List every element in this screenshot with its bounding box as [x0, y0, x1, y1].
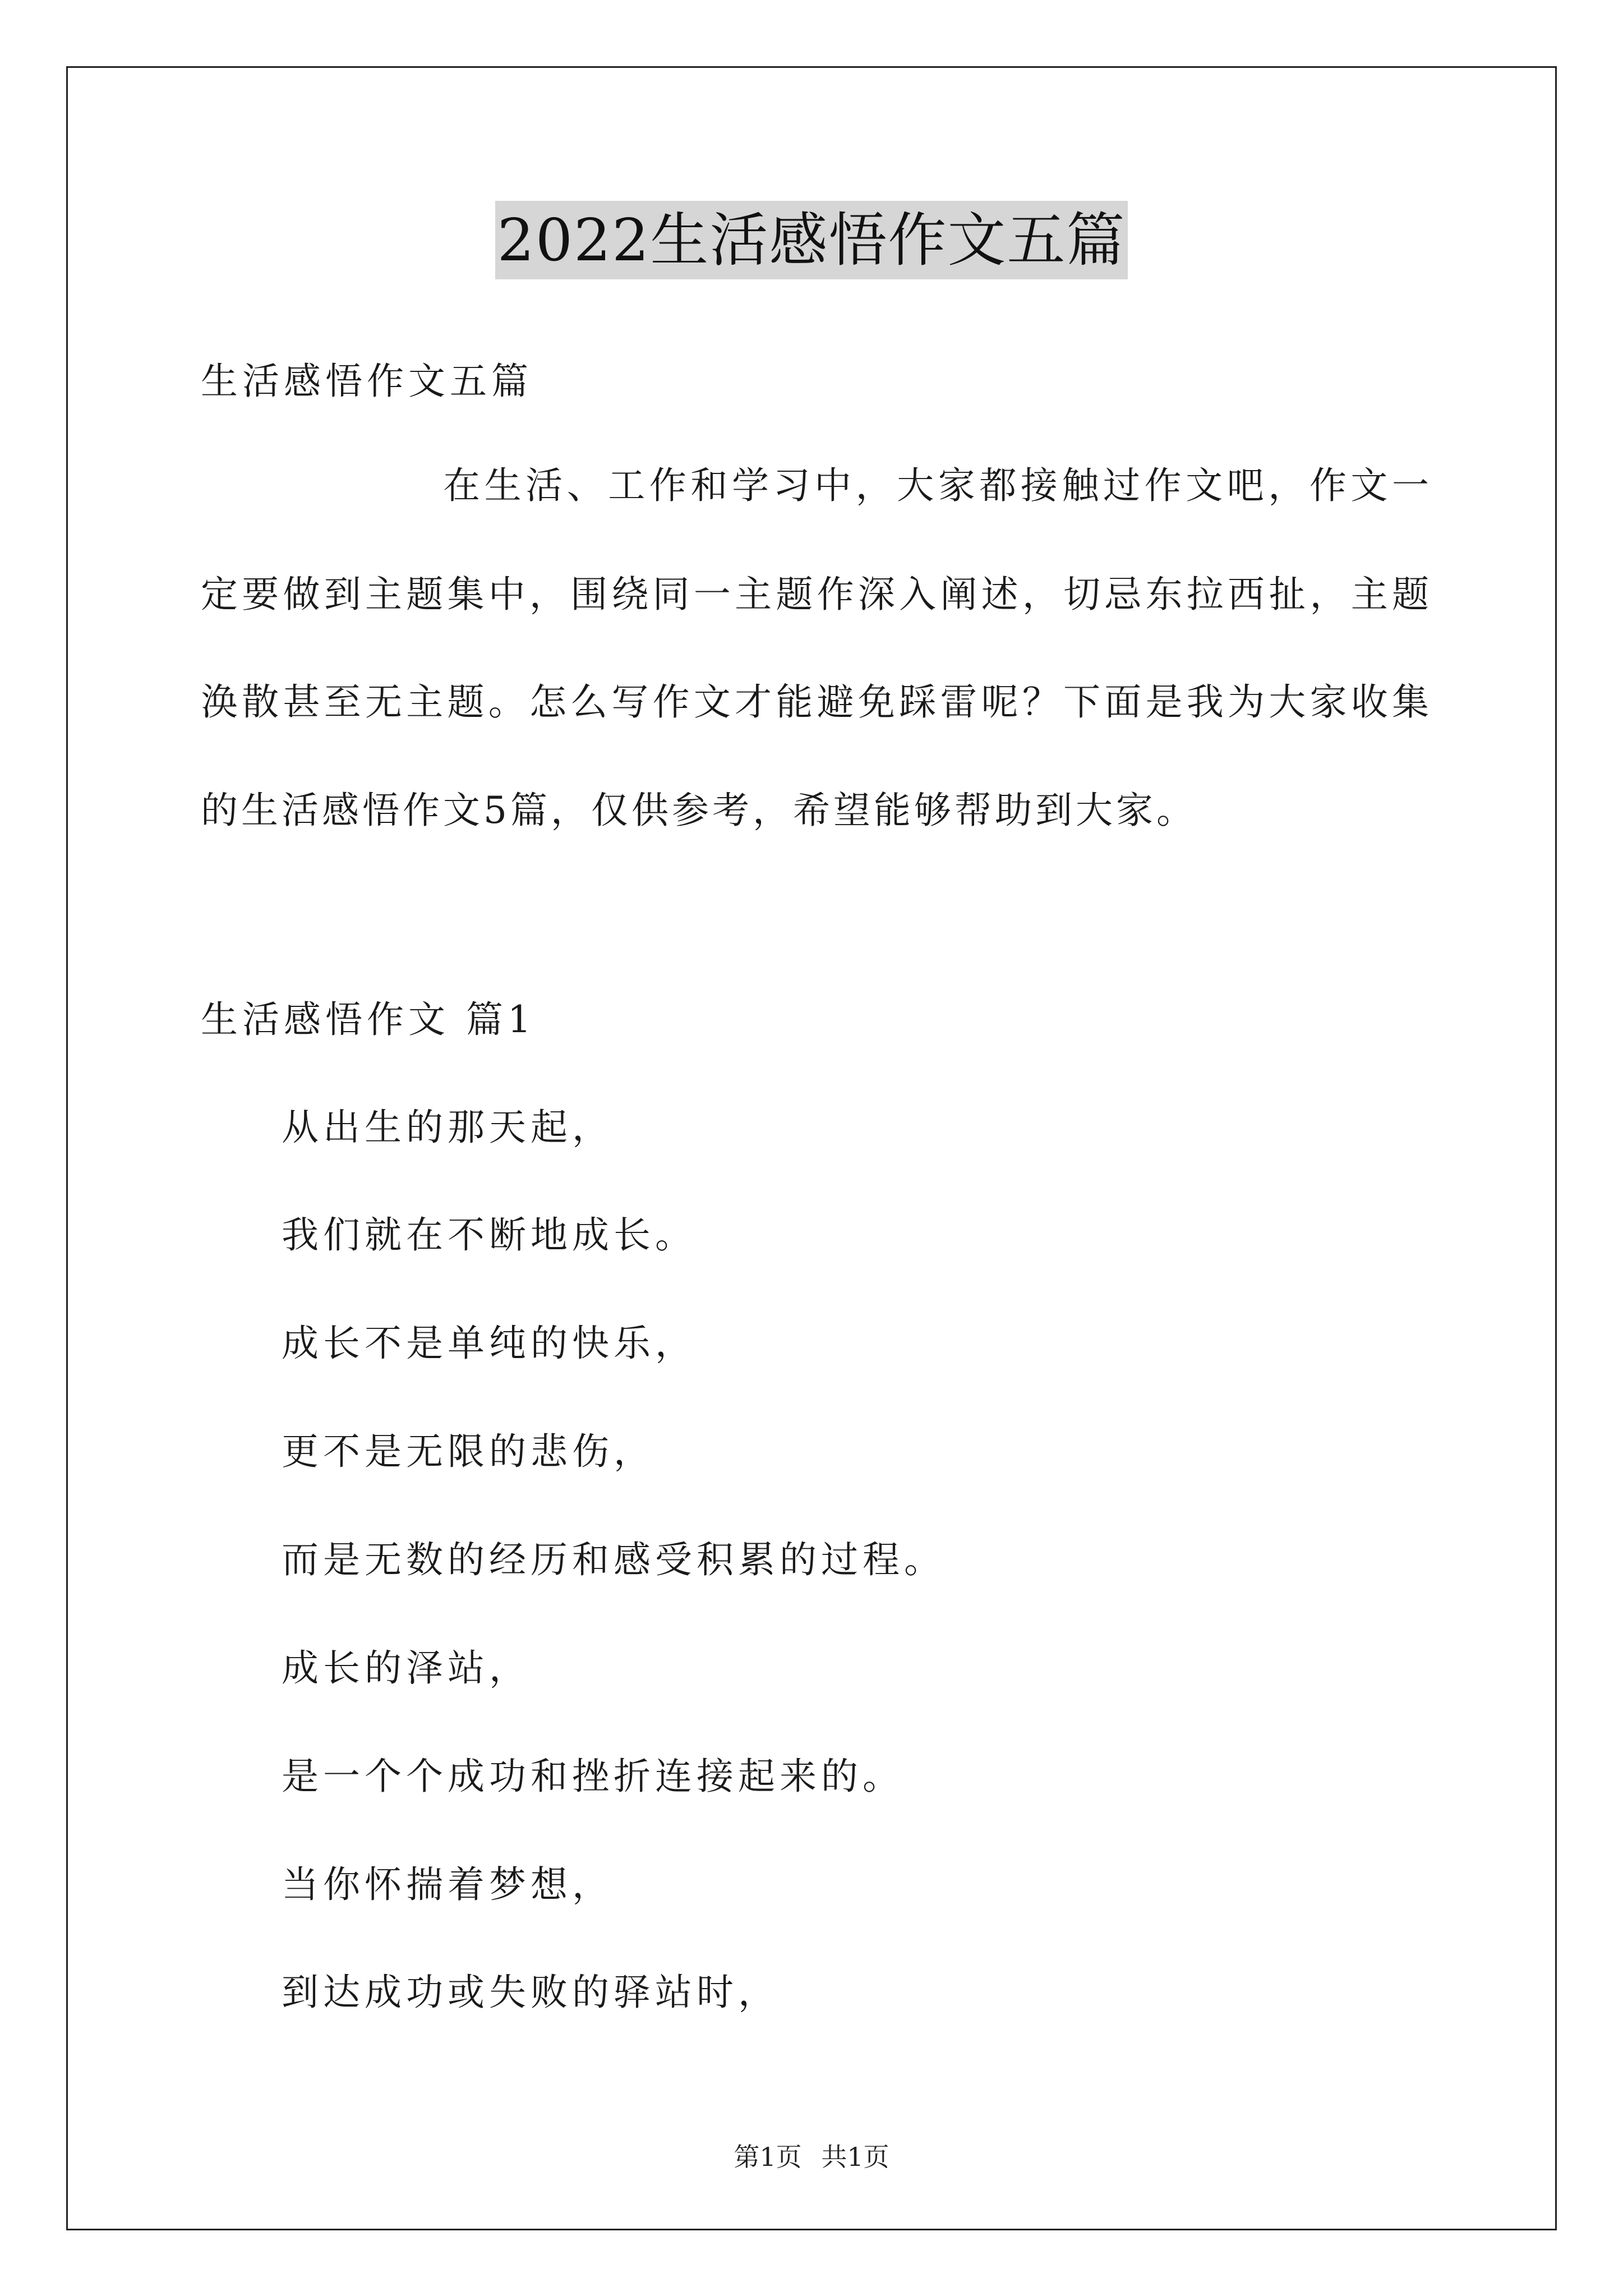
poem-line-5: 而是无数的经历和感受积累的过程。	[282, 1538, 946, 1581]
section-heading: 生活感悟作文 篇1	[201, 998, 536, 1041]
poem-line-7: 是一个个成功和挫折连接起来的。	[282, 1755, 904, 1798]
document-title: 2022生活感悟作文五篇	[495, 201, 1128, 279]
poem-line-3: 成长不是单纯的快乐，	[282, 1322, 697, 1365]
poem-line-2: 我们就在不断地成长。	[282, 1213, 697, 1257]
poem-line-1: 从出生的那天起，	[282, 1106, 614, 1149]
intro-line-2: 定要做到主题集中，围绕同一主题作深入阐述，切忌东拉西扯，主题	[201, 573, 1429, 616]
intro-line-1: 在生活、工作和学习中，大家都接触过作文吧，作文一	[443, 464, 1429, 507]
total-pages: 共1页	[821, 2142, 889, 2172]
page-footer	[0, 2140, 1623, 2174]
poem-line-6: 成长的泽站，	[282, 1646, 531, 1690]
document-subtitle: 生活感悟作文五篇	[201, 360, 533, 403]
intro-line-3: 涣散甚至无主题。怎么写作文才能避免踩雷呢？下面是我为大家收集	[201, 680, 1429, 724]
poem-line-9: 到达成功或失败的驿站时，	[282, 1971, 780, 2014]
intro-line-4: 的生活感悟作文5篇，仅供参考，希望能够帮助到大家。	[201, 789, 1197, 832]
current-page-number: 第1页	[734, 2142, 802, 2172]
poem-line-4: 更不是无限的悲伤，	[282, 1430, 655, 1473]
title-wrapper	[0, 201, 1623, 279]
poem-line-8: 当你怀揣着梦想，	[282, 1863, 614, 1906]
